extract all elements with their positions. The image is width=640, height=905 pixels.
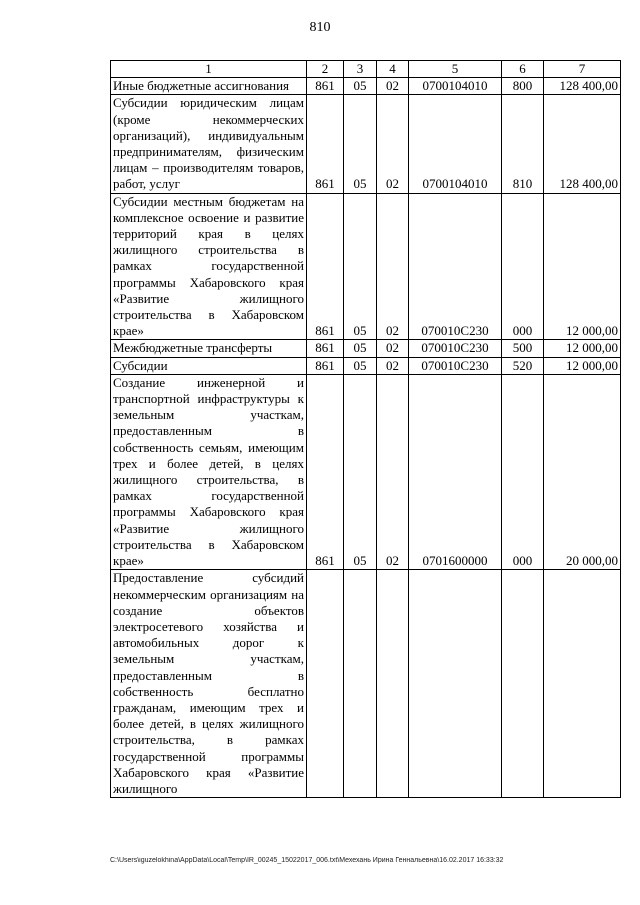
cell-section: 05 <box>344 357 377 374</box>
column-header-5: 5 <box>409 61 502 78</box>
cell-expense-type: 500 <box>502 340 544 357</box>
footer-file-path: C:\Users\iguzelokhina\AppData\Local\Temp\IR_00245_15022017_006.txt\Мехехань Ирина Геннальевна\16.02.2017 16:33:32 <box>110 857 504 864</box>
column-header-7: 7 <box>544 61 621 78</box>
cell-amount <box>544 570 621 798</box>
cell-target-article: 070010С230 <box>409 340 502 357</box>
cell-code: 861 <box>307 340 344 357</box>
cell-code: 861 <box>307 193 344 340</box>
cell-section <box>344 570 377 798</box>
cell-amount: 128 400,00 <box>544 95 621 193</box>
cell-target-article: 070010С230 <box>409 357 502 374</box>
cell-expense-type: 810 <box>502 95 544 193</box>
column-header-2: 2 <box>307 61 344 78</box>
cell-section: 05 <box>344 340 377 357</box>
row-name: Создание инженерной и транспортной инфраструктуры к земельным участкам, предоставленным в собственность семьям, имеющим трех и более детей, в целях жилищного строительства, в рамках государственной программы Хабаровского края «Развитие жилищного строительства в Хабаровском крае» <box>111 374 307 569</box>
cell-target-article: 070010С230 <box>409 193 502 340</box>
cell-target-article: 0701600000 <box>409 374 502 569</box>
cell-subsection: 02 <box>377 374 409 569</box>
cell-expense-type <box>502 570 544 798</box>
table-row <box>111 570 621 798</box>
table-row <box>111 374 621 569</box>
cell-section: 05 <box>344 95 377 193</box>
cell-target-article: 0700104010 <box>409 95 502 193</box>
row-name: Предоставление субсидий некоммерческим организациям на создание объектов электросетевого хозяйства и автомобильных дорог к земельным участкам, предоставленным в собственность бесплатно гражданам, имеющим трех и более детей, в целях жилищного строительства, в рамках государственной программы Хабаровского края «Развитие жилищного <box>111 570 307 798</box>
cell-subsection: 02 <box>377 357 409 374</box>
row-name: Субсидии <box>111 357 307 374</box>
table-row <box>111 78 621 95</box>
column-header-6: 6 <box>502 61 544 78</box>
row-name: Межбюджетные трансферты <box>111 340 307 357</box>
table-row <box>111 340 621 357</box>
cell-code: 861 <box>307 374 344 569</box>
page-number: 810 <box>309 20 331 35</box>
cell-subsection <box>377 570 409 798</box>
cell-amount: 12 000,00 <box>544 357 621 374</box>
row-name: Иные бюджетные ассигнования <box>111 78 307 95</box>
cell-subsection: 02 <box>377 78 409 95</box>
cell-subsection: 02 <box>377 95 409 193</box>
column-header-4: 4 <box>377 61 409 78</box>
cell-code: 861 <box>307 95 344 193</box>
column-header-3: 3 <box>344 61 377 78</box>
cell-expense-type: 800 <box>502 78 544 95</box>
cell-amount: 128 400,00 <box>544 78 621 95</box>
budget-table <box>110 60 621 798</box>
table-row <box>111 357 621 374</box>
cell-expense-type: 000 <box>502 193 544 340</box>
cell-amount: 20 000,00 <box>544 374 621 569</box>
cell-code: 861 <box>307 78 344 95</box>
cell-section: 05 <box>344 193 377 340</box>
cell-amount: 12 000,00 <box>544 340 621 357</box>
cell-target-article <box>409 570 502 798</box>
column-header-1: 1 <box>111 61 307 78</box>
cell-code <box>307 570 344 798</box>
cell-expense-type: 000 <box>502 374 544 569</box>
cell-expense-type: 520 <box>502 357 544 374</box>
cell-section: 05 <box>344 374 377 569</box>
cell-subsection: 02 <box>377 340 409 357</box>
cell-section: 05 <box>344 78 377 95</box>
cell-subsection: 02 <box>377 193 409 340</box>
cell-amount: 12 000,00 <box>544 193 621 340</box>
table-row <box>111 95 621 193</box>
header-row <box>111 61 621 78</box>
row-name: Субсидии местным бюджетам на комплексное освоение и развитие территорий края в целях жилищного строительства в рамках государственной программы Хабаровского края «Развитие жилищного строительства в Хабаровском крае» <box>111 193 307 340</box>
cell-code: 861 <box>307 357 344 374</box>
row-name: Субсидии юридическим лицам (кроме некоммерческих организаций), индивидуальным предпринимателям, физическим лицам – производителям товаров, работ, услуг <box>111 95 307 193</box>
table-row <box>111 193 621 340</box>
cell-target-article: 0700104010 <box>409 78 502 95</box>
